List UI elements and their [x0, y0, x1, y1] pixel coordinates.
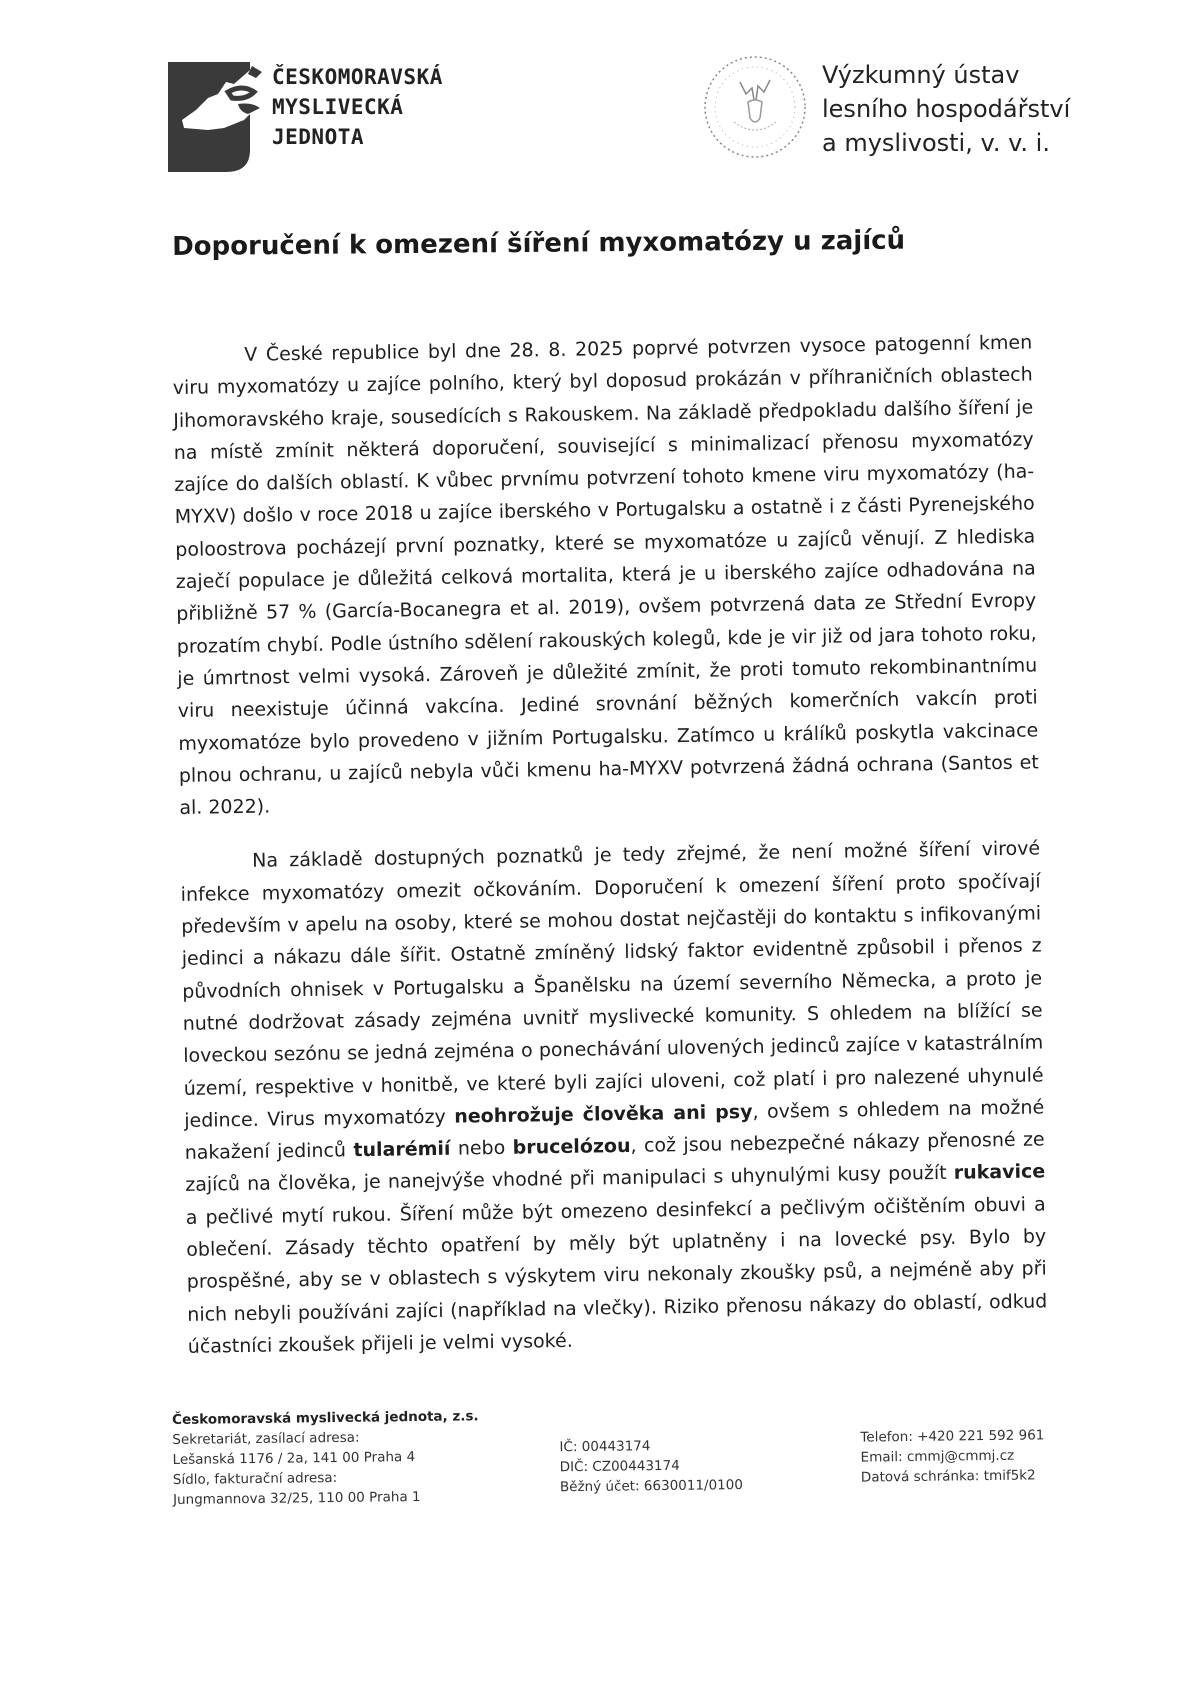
vulhm-logo — [700, 52, 1071, 172]
paragraph-2 — [180, 833, 1048, 1363]
footer-org-name: Českomoravská myslivecká jednota, z.s. — [172, 1408, 479, 1428]
p2-text-i: a pečlivé mytí rukou. Šíření může být omezeno desinfekcí a pečlivým očištěním obuvi a oblečení. Zásady těchto opatření by měly být uplatněny i na lovecké psy. Bylo by prospěšné, aby se v oblastech s výskytem viru nekonaly zkoušky psů, a nejméně aby při nich nebyli používáni zajíci (například na vlečky). Riziko přenosu nákazy do oblastí, odkud účastníci zkoušek přijeli je velmi vysoké. — [185, 1193, 1048, 1358]
footer-bank-account: Běžný účet: 6630011/0100 — [559, 1477, 743, 1496]
cmmj-logo — [168, 62, 443, 177]
footer-address-column — [172, 1406, 480, 1510]
cmmj-logo-line-1: ČESKOMORAVSKÁ — [272, 65, 443, 89]
footer-ico: IČ: 00443174 — [559, 1438, 651, 1456]
footer-contacts-column — [860, 1425, 1045, 1487]
cmmj-logo-line-2: MYSLIVECKÁ — [272, 95, 404, 119]
vulhm-line-2: lesního hospodářství — [822, 95, 1071, 123]
footer-address-line: Sídlo, fakturační adresa: — [172, 1469, 338, 1488]
document-title: Doporučení k omezení šíření myxomatózy u zajíců — [172, 225, 906, 262]
cmmj-logo-line-3: JEDNOTA — [272, 125, 365, 149]
vulhm-stag-seal-icon — [700, 52, 810, 162]
footer — [172, 1399, 1053, 1520]
p2-text-c: , ovšem s ohledem na možné nakažení jedinců — [184, 1096, 1045, 1165]
p2-bold-not-dangerous: neohrožuje člověka ani psy — [454, 1100, 753, 1128]
p2-text-a: Na základě dostupných poznatků je tedy zřejmé, že není možné šíření virové infekce myxomatózy omezit očkováním. Doporučení k omezení šíření proto spočívají především v apelu na osoby, které se mohou dostat nejčastěji do kontaktu s infikovanými jedinci a nákazu dále šířit. Ostatně zmíněný lidský faktor evidentně způsobil i přenos z původních ohnisek v Portugalsku a Španělsku na území severního Německa, a proto je nutné dodržovat zásady zejména uvnitř myslivecké komunity. S ohledem na blížící se loveckou sezónu se jedná zejména o ponechávání ulovených jedinců zajíce v katastrálním území, respektive v honitbě, ve které byli zajíci uloveni, což platí i pro nalezené uhynulé jedince. Virus myxomatózy — [180, 837, 1044, 1132]
footer-address-line: Jungmannova 32/25, 110 00 Praha 1 — [173, 1488, 421, 1508]
p2-bold-gloves: rukavice — [953, 1160, 1046, 1185]
p2-text-g: , což jsou nebezpečné nákazy přenosné ze zajíců na člověka, je nanejvýše vhodné při manipulaci s uhynulými kusy použít — [185, 1128, 1045, 1197]
footer-address-line: Sekretariát, zasílací adresa: — [172, 1429, 360, 1448]
paragraph-1: V České republice byl dne 28. 8. 2025 poprvé potvrzen vysoce patogenní kmen viru myxomatózy u zajíce polního, který byl doposud prokázán v příhraničních oblastech Jihomoravského kraje, sousedících s Rakouskem. Na základě předpokladu dalšího šíření je na místě zmínit některá doporučení, související s minimalizací přenosu myxomatózy zajíce do dalších oblastí. K vůbec prvnímu potvrzení tohoto kmene viru myxomatózy (ha-MYXV) došlo v roce 2018 u zajíce iberského v Portugalsku a ostatně i z části Pyrenejského poloostrova pocházejí první poznatky, které se myxomatóze u zajíců věnují. Z hlediska zaječí populace je důležitá celková mortalita, která je u iberského zajíce odhadována na přibližně 57 % (García-Bocanegra et al. 2019), ovšem potvrzená data ze Střední Evropy prozatím chybí. Podle ústního sdělení rakouských kolegů, kde je vir již od jara tohoto roku, je úmrtnost velmi vysoká. Zároveň je důležité zmínit, že proti tomuto rekombinantnímu viru neexistuje účinná vakcína. Jediné srovnání běžných komerčních vakcín proti myxomatóze bylo provedeno v jižním Portugalsku. Zatímco u králíků poskytla vakcinace plnou ochranu, u zajíců nebyla vůči kmenu ha-MYXV potvrzená žádná ochrana (Santos et al. 2022). — [172, 331, 1039, 820]
vulhm-line-3: a myslivosti, v. v. i. — [822, 129, 1050, 157]
footer-dic: DIČ: CZ00443174 — [559, 1457, 680, 1476]
vulhm-line-1: Výzkumný ústav — [822, 61, 1020, 89]
p2-text-e: nebo — [450, 1136, 513, 1160]
document-body — [172, 326, 1048, 1385]
footer-email: Email: cmmj@cmmj.cz — [860, 1447, 1015, 1466]
footer-address-line: Lešanská 1176 / 2a, 141 00 Praha 4 — [172, 1449, 416, 1468]
p2-bold-tularemia: tularémií — [353, 1137, 451, 1162]
footer-phone: Telefon: +420 221 592 961 — [860, 1427, 1045, 1446]
footer-data-box: Datová schránka: tmif5k2 — [860, 1467, 1036, 1486]
p2-bold-brucellosis: brucelózou — [512, 1135, 631, 1159]
footer-ids-column — [559, 1435, 743, 1497]
cmmj-deer-emblem-icon — [168, 62, 268, 174]
